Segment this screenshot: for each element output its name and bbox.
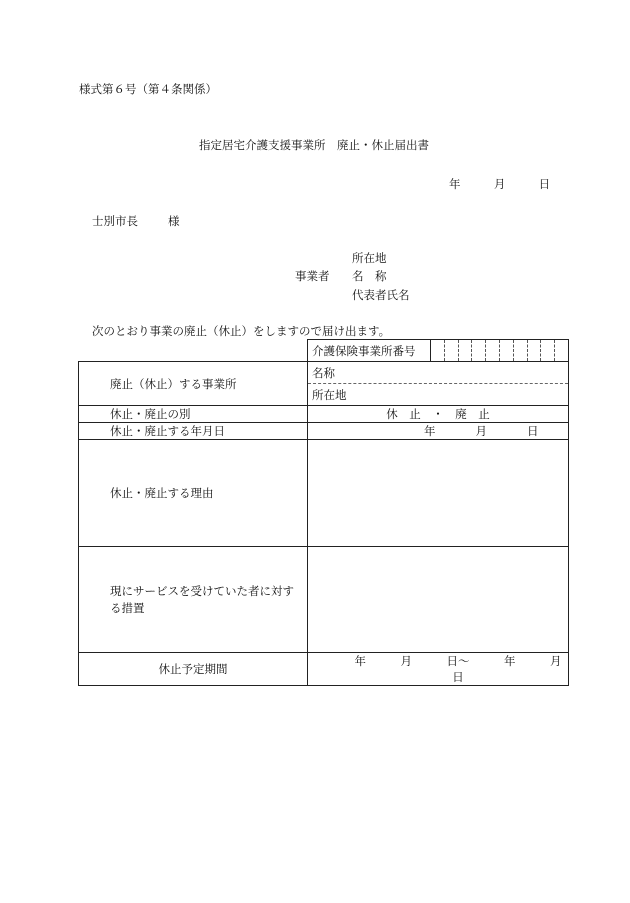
applicant-name-label: 名 称 bbox=[352, 269, 387, 283]
date-value-year: 年 bbox=[424, 424, 436, 438]
service-number-cell bbox=[308, 340, 569, 362]
blank-corner bbox=[79, 340, 308, 362]
date-value-cell[interactable] bbox=[308, 423, 569, 440]
applicant-representative-label: 代表者氏名 bbox=[352, 288, 410, 302]
addressee-honorific: 様 bbox=[168, 214, 180, 228]
period-label: 休止予定期間 bbox=[79, 653, 308, 686]
facility-label: 廃止（休止）する事業所 bbox=[79, 362, 308, 406]
reason-label: 休止・廃止する理由 bbox=[79, 440, 308, 547]
date-day-label: 日 bbox=[538, 177, 551, 191]
digit-box[interactable] bbox=[472, 340, 486, 361]
date-value-month: 月 bbox=[475, 424, 487, 438]
measures-value[interactable] bbox=[308, 547, 569, 653]
facility-name-row[interactable] bbox=[308, 362, 568, 384]
form-number: 様式第６号（第４条関係） bbox=[79, 82, 217, 96]
period-value[interactable]: 年 月 日～ 年 月 日 bbox=[308, 653, 569, 686]
facility-info-cell bbox=[308, 362, 569, 406]
facility-address-label: 所在地 bbox=[312, 387, 347, 402]
digit-box[interactable] bbox=[541, 340, 555, 361]
facility-name-label: 名称 bbox=[312, 365, 335, 380]
digit-box[interactable] bbox=[555, 340, 568, 361]
digit-box[interactable] bbox=[500, 340, 514, 361]
type-label: 休止・廃止の別 bbox=[79, 406, 308, 423]
digit-box[interactable] bbox=[445, 340, 459, 361]
date-label: 休止・廃止する年月日 bbox=[79, 423, 308, 440]
date-value-day: 日 bbox=[527, 424, 539, 438]
intro-text: 次のとおり事業の廃止（休止）をしますので届け出ます。 bbox=[92, 324, 391, 338]
date-year-label: 年 bbox=[449, 177, 461, 191]
digit-box[interactable] bbox=[459, 340, 473, 361]
digit-box[interactable] bbox=[486, 340, 500, 361]
applicant-address-label: 所在地 bbox=[352, 251, 387, 265]
notification-table bbox=[78, 339, 596, 686]
service-number-digits[interactable] bbox=[431, 340, 568, 361]
digit-box[interactable] bbox=[514, 340, 528, 361]
measures-label: 現にサービスを受けていた者に対する措置 bbox=[79, 547, 308, 653]
document-title: 指定居宅介護支援事業所 廃止・休止届出書 bbox=[199, 138, 429, 152]
service-number-label: 介護保険事業所番号 bbox=[308, 340, 431, 361]
date-month-label: 月 bbox=[493, 177, 506, 191]
digit-box[interactable] bbox=[431, 340, 445, 361]
addressee bbox=[92, 213, 180, 229]
reason-value[interactable] bbox=[308, 440, 569, 547]
submission-date bbox=[449, 176, 550, 192]
applicant-group-label: 事業者 bbox=[295, 269, 330, 283]
facility-address-row[interactable] bbox=[308, 384, 568, 405]
digit-box[interactable] bbox=[528, 340, 542, 361]
type-value[interactable]: 休 止 ・ 廃 止 bbox=[308, 406, 569, 423]
addressee-name: 士別市長 bbox=[92, 214, 138, 228]
